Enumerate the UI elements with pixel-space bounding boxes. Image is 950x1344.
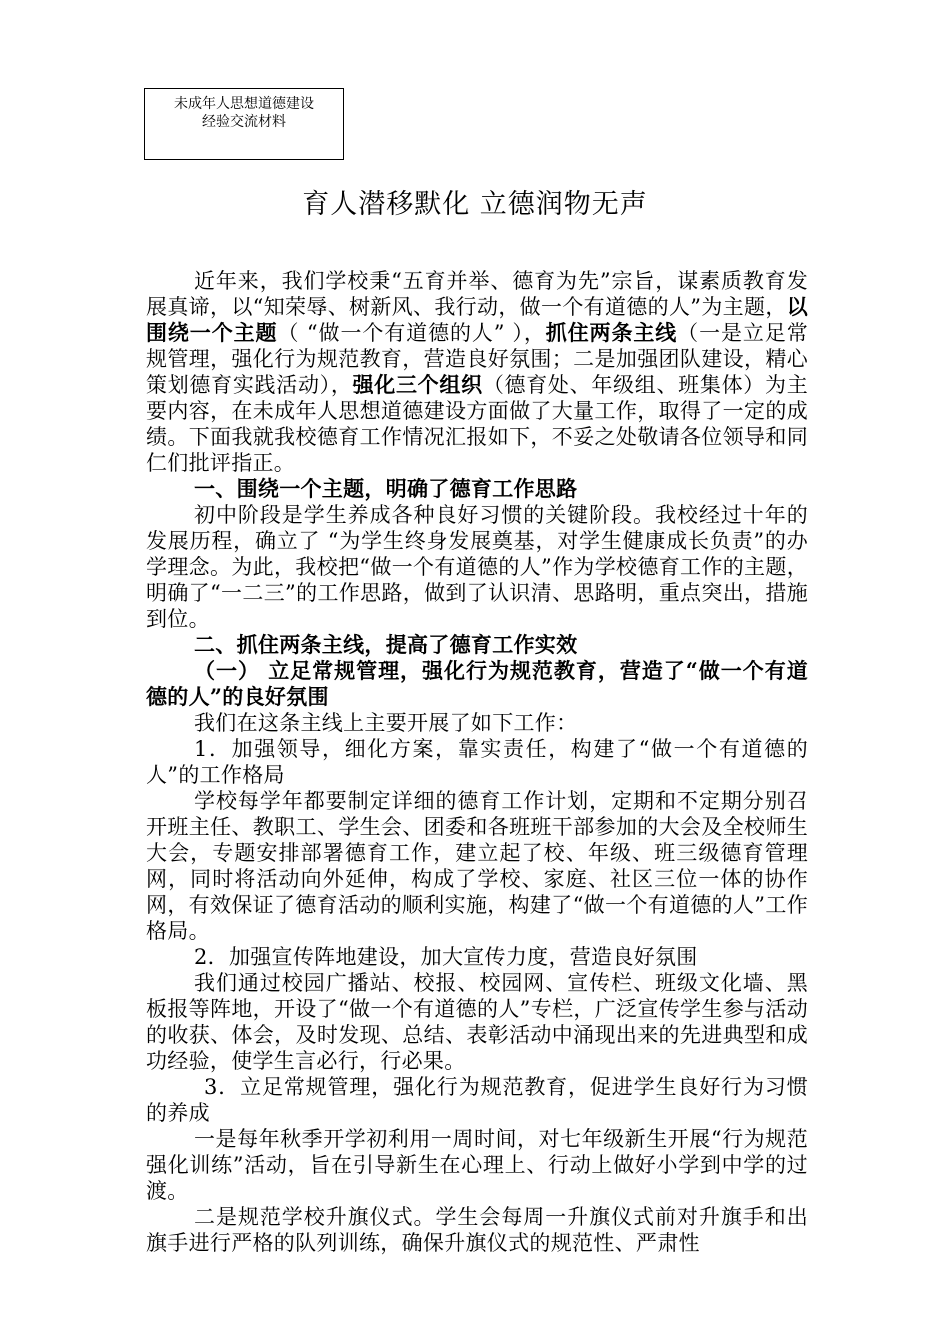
item-3-heading: 3．立足常规管理，强化行为规范教育，促进学生良好行为习惯的养成 <box>146 1075 808 1125</box>
label-line-2: 经验交流材料 <box>202 114 286 130</box>
document-body <box>146 268 808 1256</box>
item-1-paragraph: 学校每学年都要制定详细的德育工作计划，定期和不定期分别召开班主任、教职工、学生会、团委和各班班干部参加的大会及全校师生大会，专题安排部署德育工作，建立起了校、年级、班三级德育管理网，同时将活动向外延伸，构成了学校、家庭、社区三位一体的协作网，有效保证了德育活动的顺利实施，构建了“做一个有道德的人”工作格局。 <box>146 789 808 943</box>
intro-bold-3: 强化三个组织 <box>352 372 483 397</box>
item-3-paragraph-1: 一是每年秋季开学初利用一周时间，对七年级新生开展“行为规范强化训练”活动，旨在引导新生在心理上、行动上做好小学到中学的过渡。 <box>146 1127 808 1203</box>
document-title: 育人潜移默化 立德润物无声 <box>302 189 648 220</box>
item-2-paragraph: 我们通过校园广播站、校报、校园网、宣传栏、班级文化墙、黑板报等阵地，开设了“做一个有道德的人”专栏，广泛宣传学生参与活动的收获、体会，及时发现、总结、表彰活动中涌现出来的先进典型和成功经验，使学生言必行，行必果。 <box>146 971 808 1073</box>
intro-text-3: （一是立足常规管理，强化行为规范教育，营造良好氛围；二是加强团队建设，精心策划德育实践活动）， <box>146 321 808 397</box>
label-line-1: 未成年人思想道德建设 <box>174 96 314 112</box>
section-1-paragraph: 初中阶段是学生养成各种良好习惯的关键阶段。我校经过十年的发展历程，确立了 “为学生终身发展奠基，对学生健康成长负责”的办学理念。为此，我校把“做一个有道德的人”作为学校德育工作的主题，明确了“一二三”的工作思路，做到了认识清、思路明，重点突出，措施到位。 <box>146 503 808 631</box>
section-2-heading: 二、抓住两条主线，提高了德育工作实效 <box>194 632 578 657</box>
item-1-heading: 1．加强领导，细化方案，靠实责任，构建了“做一个有道德的人”的工作格局 <box>146 737 808 787</box>
intro-bold-1: 以围绕一个主题 <box>146 294 808 345</box>
intro-bold-2: 抓住两条主线 <box>545 320 678 345</box>
item-3-paragraph-2: 二是规范学校升旗仪式。学生会每周一升旗仪式前对升旗手和出旗手进行严格的队列训练，确保升旗仪式的规范性、严肃性 <box>146 1205 808 1255</box>
item-2-heading: 2．加强宣传阵地建设，加大宣传力度，营造良好氛围 <box>194 945 698 969</box>
intro-text-1: 近年来，我们学校秉“五育并举、德育为先”宗旨，谋素质教育发展真谛，以“知荣辱、树新风、我行动，做一个有道德的人”为主题， <box>146 269 808 319</box>
document-label-box <box>144 88 344 160</box>
subsection-intro-line: 我们在这条主线上主要开展了如下工作： <box>194 711 578 735</box>
intro-paragraph <box>146 268 808 476</box>
intro-text-4: （德育处、年级组、班集体）为主要内容，在未成年人思想道德建设方面做了大量工作，取得了一定的成绩。下面我就我校德育工作情况汇报如下，不妥之处敬请各位领导和同仁们批评指正。 <box>146 373 808 475</box>
intro-text-2: （ “做一个有道德的人” ）， <box>277 321 546 345</box>
section-1-heading: 一、围绕一个主题，明确了德育工作思路 <box>194 476 578 501</box>
subsection-1-heading: （一） 立足常规管理，强化行为规范教育，营造了“做一个有道德的人”的良好氛围 <box>146 658 808 709</box>
